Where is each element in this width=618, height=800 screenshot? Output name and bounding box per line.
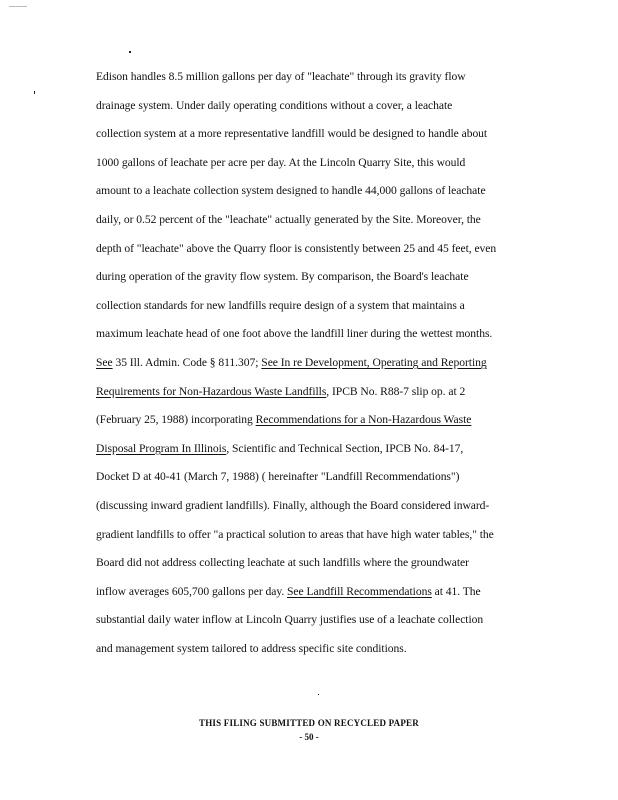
text-line [96, 492, 536, 521]
text-line [96, 63, 536, 92]
text-line [96, 320, 536, 349]
text-run: amount to a leachate collection system designed to handle 44,000 gallons of leachate [96, 184, 486, 198]
text-run: collection system at a more representative landfill would be designed to handle about [96, 127, 488, 141]
text-run: Docket D at 40-41 (March 7, 1988) ( hereinafter "Landfill Recommendations") [96, 470, 460, 484]
text-line [96, 235, 536, 264]
page-number: - 50 - [299, 732, 319, 742]
text-run: collection standards for new landfills require design of a system that maintains a [96, 298, 465, 312]
document-citation: Disposal Program In Illinois [96, 441, 227, 455]
text-run: inflow averages 605,700 gallons per day. [96, 584, 288, 598]
text-run: at 41. The [431, 584, 481, 598]
body-paragraph [96, 63, 536, 663]
text-line [96, 578, 536, 607]
text-run: gradient landfills to offer "a practical solution to areas that have high water tables," the [96, 527, 494, 541]
text-line [96, 606, 536, 635]
case-citation: See In re Development, Operating and Reporting [261, 355, 487, 369]
document-citation: Recommendations for a Non-Hazardous Waste [255, 413, 472, 427]
text-line [96, 521, 536, 550]
text-run: (discussing inward gradient landfills). Finally, although the Board considered inward- [96, 498, 490, 512]
text-line [96, 177, 536, 206]
scan-speck [129, 51, 131, 53]
text-run: , Scientific and Technical Section, IPCB No. 84-17, [226, 441, 464, 455]
text-line [96, 406, 536, 435]
document-citation: See Landfill Recommendations [287, 584, 432, 598]
text-line [96, 92, 536, 121]
text-run: Board did not address collecting leachate at such landfills where the groundwater [96, 556, 469, 570]
text-line [96, 378, 536, 407]
text-run: 1000 gallons of leachate per acre per day. At the Lincoln Quarry Site, this would [96, 155, 466, 169]
text-line [96, 120, 536, 149]
text-run: substantial daily water inflow at Lincoln Quarry justifies use of a leachate collection [96, 613, 484, 627]
scan-speck [34, 91, 35, 94]
text-run: drainage system. Under daily operating conditions without a cover, a leachate [96, 98, 453, 112]
text-line [96, 435, 536, 464]
text-line [96, 206, 536, 235]
text-run: daily, or 0.52 percent of the "leachate" actually generated by the Site. Moreover, the [96, 212, 481, 226]
text-run: (February 25, 1988) incorporating [96, 413, 256, 427]
text-run: Edison handles 8.5 million gallons per day of "leachate" through its gravity flow [96, 70, 466, 83]
text-run: 35 Ill. Admin. Code § 811.307; [112, 355, 262, 369]
scan-artifact [9, 6, 27, 7]
text-line [96, 292, 536, 321]
text-line [96, 635, 536, 664]
recycled-paper-note: THIS FILING SUBMITTED ON RECYCLED PAPER [199, 718, 419, 728]
text-line [96, 463, 536, 492]
text-run: depth of "leachate" above the Quarry floor is consistently between 25 and 45 feet, even [96, 241, 497, 255]
text-line [96, 549, 536, 578]
text-run: during operation of the gravity flow system. By comparison, the Board's leachate [96, 270, 469, 284]
text-line [96, 149, 536, 178]
text-run: and management system tailored to address specific site conditions. [96, 641, 407, 655]
text-run: maximum leachate head of one foot above the landfill liner during the wettest months. [96, 327, 493, 341]
case-citation: Requirements for Non-Hazardous Waste Landfills [96, 384, 327, 398]
text-run: , IPCB No. R88-7 slip op. at 2 [326, 384, 466, 398]
scan-speck [318, 694, 319, 695]
text-line [96, 263, 536, 292]
text-line [96, 349, 536, 378]
citation-signal: See [96, 355, 113, 369]
